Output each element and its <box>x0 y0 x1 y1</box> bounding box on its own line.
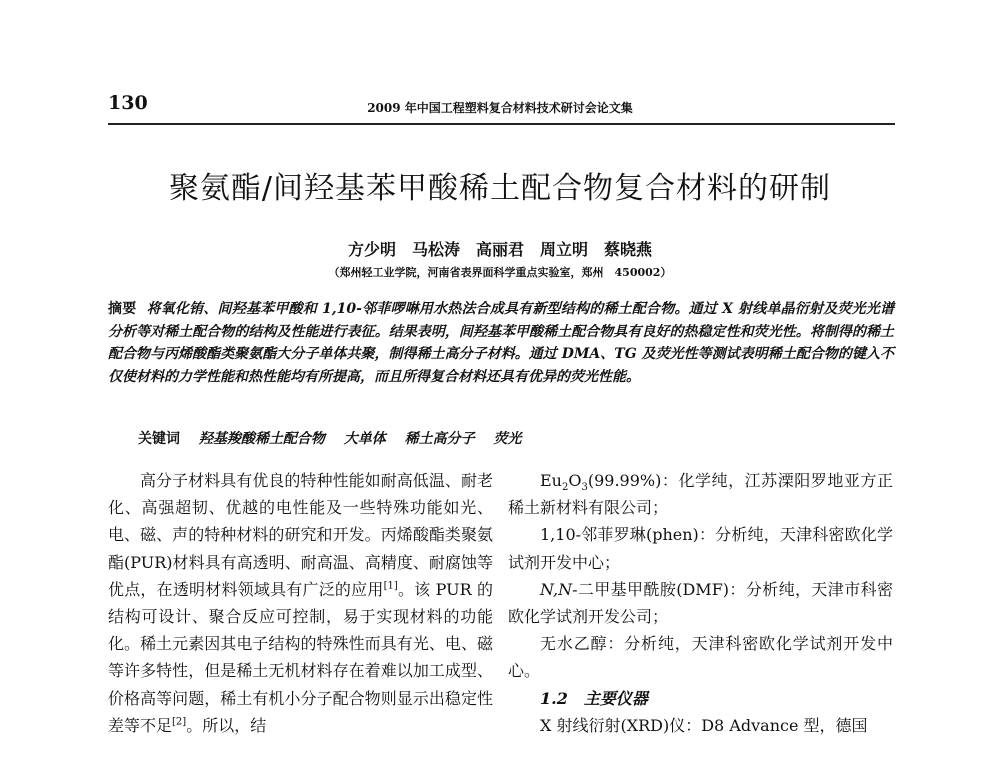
keywords-label: 关键词 <box>138 431 180 447</box>
material-text: (99.99%)：化学纯，江苏溧阳罗地亚方正稀土新材料有限公司； <box>508 471 893 518</box>
formula-subscript: 3 <box>581 482 588 494</box>
keyword-item: 羟基羧酸稀土配合物 <box>198 431 325 447</box>
affiliation: （郑州轻工业学院，河南省表界面科学重点实验室，郑州 450002） <box>328 266 672 279</box>
citation-ref-2: [2] <box>172 716 187 728</box>
formula-part: O <box>568 471 582 490</box>
intro-text-c: 。所以，结 <box>186 715 267 735</box>
running-head: 2009 年中国工程塑料复合材料技术研讨会论文集 <box>367 101 633 115</box>
keyword-item: 稀土高分子 <box>404 431 475 447</box>
authors: 方少明 马松涛 高丽君 周立明 蔡晓燕 <box>347 240 652 259</box>
left-column <box>108 467 493 739</box>
material-eu2o3 <box>508 467 893 521</box>
intro-text-b: 。该 PUR 的结构可设计、聚合反应可控制，易于实现材料的功能化。稀土元素因其电子结构的特殊性而具有光、电、磁等许多特性，但是稀土无机材料存在着难以加工成型、价格高等问题，稀土有机小分子配合物则显示出稳定性差等不足 <box>108 579 493 735</box>
material-ethanol: 无水乙醇：分析纯，天津科密欧化学试剂开发中心。 <box>508 634 893 681</box>
dmf-prefix: N,N <box>540 579 573 599</box>
material-phen: 1,10-邻菲罗琳(phen)：分析纯，天津科密欧化学试剂开发中心； <box>508 525 893 572</box>
page-number: 130 <box>108 92 148 114</box>
material-dmf <box>508 576 893 630</box>
abstract-text: 将氧化铕、间羟基苯甲酸和 1,10-邻菲啰啉用水热法合成具有新型结构的稀土配合物。通过 X 射线单晶衍射及荧光光谱分析等对稀土配合物的结构及性能进行表征。结果表明，间羟基苯甲酸稀土配合物具有良好的热稳定性和荧光性。将制得的稀土配合物与丙烯酸酯类聚氨酯大分子单体共聚，制得稀土高分子材料。通过 DMA、TG 及荧光性等测试表明稀土配合物的键入不仅使材料的力学性能和热性能均有所提高，而且所得复合材料还具有优异的荧光性能。 <box>108 301 895 385</box>
keyword-item: 荧光 <box>493 431 522 447</box>
right-column <box>508 467 893 739</box>
abstract <box>108 298 894 388</box>
material-text: -二甲基甲酰胺(DMF)：分析纯，天津市科密欧化学试剂开发公司； <box>508 579 893 627</box>
intro-text-a: 高分子材料具有优良的特种性能如耐高低温、耐老化、高强超韧、优越的电性能及一些特殊功能如光、电、磁、声的特种材料的研究和开发。丙烯酸酯类聚氨酯(PUR)材料具有高透明、耐高温、高精度、耐腐蚀等优点，在透明材料领域具有广泛的应用 <box>108 471 493 599</box>
intro-paragraph <box>108 467 493 739</box>
instrument-xrd: X 射线衍射(XRD)仪：D8 Advance 型，德国 <box>540 715 868 735</box>
formula-subscript: 2 <box>561 482 569 494</box>
keywords <box>138 428 522 448</box>
keyword-item: 大单体 <box>343 431 386 447</box>
formula-part: Eu <box>540 471 562 490</box>
header-rule <box>108 123 895 125</box>
citation-ref-1: [1] <box>383 580 398 592</box>
paper-title: 聚氨酯/间羟基苯甲酸稀土配合物复合材料的研制 <box>168 171 832 206</box>
section-heading: 1.2 主要仪器 <box>540 688 648 708</box>
abstract-label: 摘要 <box>108 301 137 317</box>
